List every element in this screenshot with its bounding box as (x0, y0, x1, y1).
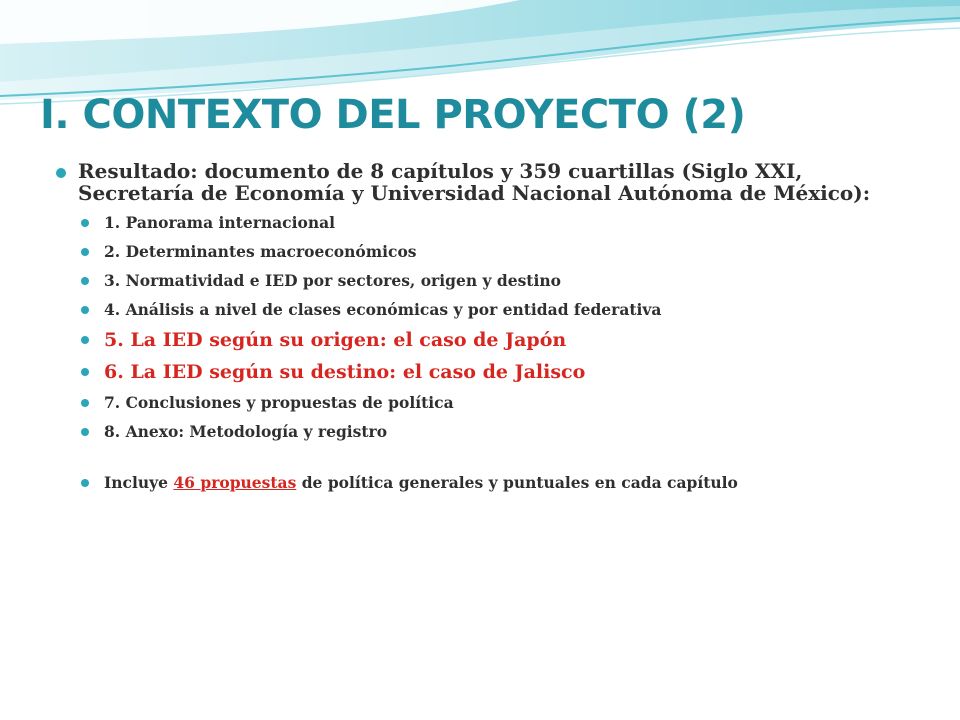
chapter-list (56, 208, 916, 497)
bullet-dot-icon (81, 399, 89, 407)
chapter-text: 2. Determinantes macroeconómicos (104, 242, 417, 261)
bullet-dot-icon (81, 219, 89, 227)
includes-suffix: de política generales y puntuales en cada capítulo (296, 473, 738, 492)
bullet-dot-icon (81, 277, 89, 285)
list-item (56, 295, 916, 324)
chapter-text: 3. Normatividad e IED por sectores, origen y destino (104, 271, 561, 290)
chapter-text: 8. Anexo: Metodología y registro (104, 422, 388, 441)
chapter-text: 5. La IED según su origen: el caso de Japón (104, 329, 567, 351)
propuestas-link[interactable]: 46 propuestas (173, 473, 297, 492)
bullet-dot-icon (56, 168, 66, 178)
bullet-dot-icon (81, 336, 89, 344)
list-item (56, 417, 916, 446)
spacer (56, 446, 916, 468)
list-item-highlighted (56, 356, 916, 388)
list-item (56, 237, 916, 266)
chapter-text: 6. La IED según su destino: el caso de Jalisco (104, 361, 586, 383)
list-item (56, 266, 916, 295)
slide-title: I. CONTEXTO DEL PROYECTO (2) (40, 92, 746, 138)
slide-content (56, 160, 916, 497)
includes-prefix: Incluye (104, 473, 174, 492)
bullet-dot-icon (81, 306, 89, 314)
list-item (56, 388, 916, 417)
main-bullet (56, 160, 916, 204)
bullet-dot-icon (81, 248, 89, 256)
chapter-text: 7. Conclusiones y propuestas de política (104, 393, 454, 412)
list-item (56, 208, 916, 237)
chapter-text: 4. Análisis a nivel de clases económicas y por entidad federativa (104, 300, 662, 319)
list-item-highlighted (56, 324, 916, 356)
bullet-dot-icon (81, 368, 89, 376)
bullet-dot-icon (81, 428, 89, 436)
includes-item (56, 468, 916, 497)
bullet-dot-icon (81, 479, 89, 487)
chapter-text: 1. Panorama internacional (104, 213, 336, 232)
main-bullet-text: Resultado: documento de 8 capítulos y 359 cuartillas (Siglo XXI, Secretaría de Economía y Universidad Nacional Autónoma de México): (78, 159, 871, 205)
